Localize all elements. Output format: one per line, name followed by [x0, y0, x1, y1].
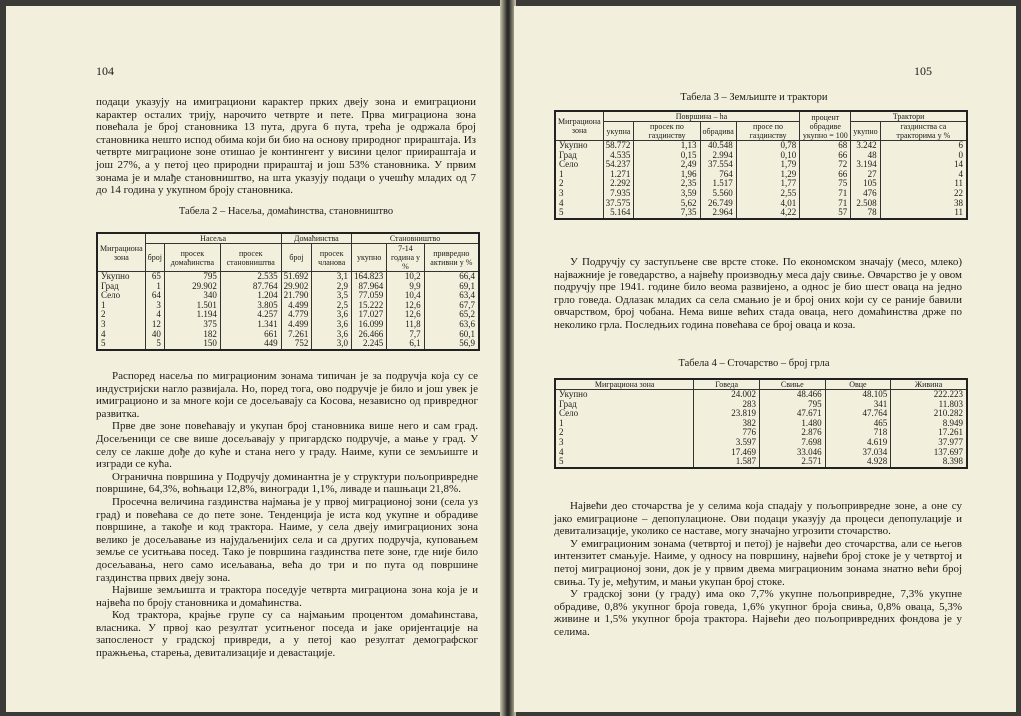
row-label: Град: [97, 282, 145, 292]
row-label: Град: [555, 400, 694, 410]
table-cell: 2,55: [736, 189, 800, 199]
table-cell: 150: [164, 339, 220, 350]
table-cell: 77.059: [352, 291, 387, 301]
table-cell: 340: [164, 291, 220, 301]
col-subheader: просек чланова: [312, 244, 352, 272]
table-cell: 4: [145, 310, 164, 320]
table-cell: 22: [880, 189, 967, 199]
table-cell: 7.698: [759, 438, 825, 448]
table3: [554, 110, 968, 220]
table-cell: 795: [164, 272, 220, 282]
col-header: Становништво: [352, 233, 479, 244]
table-cell: 9,9: [387, 282, 424, 292]
table-cell: 8.949: [891, 419, 967, 429]
table-cell: 66: [800, 151, 851, 161]
row-label: 1: [97, 301, 145, 311]
col-header: Овце: [825, 379, 891, 390]
table-cell: 1,13: [634, 141, 700, 151]
table-cell: 51.692: [281, 272, 312, 282]
table-cell: 48.466: [759, 390, 825, 400]
table-cell: 4.499: [281, 320, 312, 330]
row-label: 4: [555, 448, 694, 458]
table4: [554, 378, 968, 469]
table-cell: 26.749: [700, 199, 736, 209]
table-cell: 29.902: [164, 282, 220, 292]
table-cell: 11: [880, 208, 967, 219]
table-cell: 65: [145, 272, 164, 282]
table-cell: 3.194: [851, 160, 880, 170]
bottom-text: [554, 500, 962, 639]
col-header: Домаћинства: [281, 233, 351, 244]
table-cell: 2,9: [312, 282, 352, 292]
table-cell: 2.292: [603, 179, 634, 189]
table-cell: 449: [220, 339, 281, 350]
table-cell: 718: [825, 428, 891, 438]
table-cell: 6,1: [387, 339, 424, 350]
table-cell: 2.535: [220, 272, 281, 282]
col-subheader: укупно: [851, 122, 880, 141]
table-cell: 222.223: [891, 390, 967, 400]
table-cell: 64: [145, 291, 164, 301]
table-cell: 1.517: [700, 179, 736, 189]
table-cell: 17.027: [352, 310, 387, 320]
table-cell: 11.803: [891, 400, 967, 410]
right-page: [514, 6, 1016, 712]
paragraph: Просечна величина газдинства најмања је у првој миграционој зони (села уз град) и повећава се до пете зоне. Тенденција је иста код укупне и обрадиве површине, а такође и код трактора. Наиме, у села двеју имиграционих зона велико је досељавање из најудаљенијих села и са других подручја, куповањем земље се уситњава посед. Тако је површина газдинства пете зоне, где није било досељавања, него само исељавања, већа до три и по пута од површине газдинства првих двеју зона.: [96, 495, 478, 584]
page-number: 105: [914, 64, 932, 78]
table-cell: 1,96: [634, 170, 700, 180]
table-cell: 27: [851, 170, 880, 180]
table-cell: 63,4: [424, 291, 479, 301]
table-cell: 3: [145, 301, 164, 311]
table-cell: 71: [800, 199, 851, 209]
table-cell: 1.501: [164, 301, 220, 311]
table-cell: 3.805: [220, 301, 281, 311]
table-cell: 795: [759, 400, 825, 410]
table-cell: 47.671: [759, 409, 825, 419]
table-cell: 87.764: [220, 282, 281, 292]
table-cell: 210.282: [891, 409, 967, 419]
paragraph: У Подручју су заступљене све врсте стоке. По економском значају (месо, млеко) најважније је говедарство, а највећу производњу меса дају свиње. Овчарство је у овом подручју пре 1941. године било веома развијено, а однос је био шест оваца на једно грло говеда. Одлазак младих са села смањио је и број оних који су се раније бавили овчарством, број чобана. Нема више већих стада оваца, него домаћинства држе по неколико грла. Последњих година повећава се број оваца и коза.: [554, 256, 962, 331]
table-cell: 1.194: [164, 310, 220, 320]
table-cell: 58.772: [603, 141, 634, 151]
table-cell: 1,77: [736, 179, 800, 189]
table-cell: 37.575: [603, 199, 634, 209]
table-cell: 60,1: [424, 330, 479, 340]
table-cell: 2.508: [851, 199, 880, 209]
table-cell: 4.257: [220, 310, 281, 320]
row-label: Село: [97, 291, 145, 301]
paragraph: подаци указују на имиграциони карактер прких двеју зона и емиграциони карактер осталих трију, нарочито четврте и пете. Прва миграциона зона повећала је број становника 13 пута, друга 6 пута, трећа је одржала број становника нешто испод обима који би био на основу природног прираштаја. Из четврте миграционе зоне отишао је контингент у висини целог приираштаја и још 27%, а у петој цео природни прираштај и још 53% становника. У првим зонама је и млађе становништво, на шта указују подаци о учешћу младих од 7 до 14 година у укупном броју становника.: [96, 96, 476, 197]
col-header: Насеља: [145, 233, 281, 244]
table-cell: 3,5: [312, 291, 352, 301]
row-label: 4: [97, 330, 145, 340]
table-cell: 2.245: [352, 339, 387, 350]
table-cell: 164.823: [352, 272, 387, 282]
table-cell: 7,35: [634, 208, 700, 219]
table-row: [555, 390, 967, 400]
row-label: 2: [555, 179, 603, 189]
paragraph: Највећи део сточарства је у селима која спадају у пољопривредне зоне, а оне су јако емиграционе – депопулационе. Ови подаци указују да процеси депопулације и девитализације, уколико се наставе, могу значајно угрозити сточарство.: [554, 500, 962, 538]
table-cell: 75: [800, 179, 851, 189]
table-cell: 78: [851, 208, 880, 219]
table-cell: 40: [145, 330, 164, 340]
table-cell: 29.902: [281, 282, 312, 292]
paragraph: Огранична површина у Подручју доминантна је у структури пољопривредне површине, 64,3%, воћњаци 12,8%, виногради 1,1%, ливаде и пашњаци 21,8%.: [96, 470, 478, 496]
col-subheader: просек по газдинству: [634, 122, 700, 141]
table-cell: 11,8: [387, 320, 424, 330]
table-row: [555, 419, 967, 429]
table-cell: 2.964: [700, 208, 736, 219]
table2-caption: Табела 2 – Насеља, домаћинства, становништво: [178, 206, 394, 217]
table-cell: 23.819: [694, 409, 760, 419]
table-row: [555, 409, 967, 419]
table2: [96, 232, 480, 351]
table-cell: 48.105: [825, 390, 891, 400]
col-header: Миграциона зона: [97, 233, 145, 272]
table-cell: 4.779: [281, 310, 312, 320]
table-cell: 4.499: [281, 301, 312, 311]
col-subheader: газдинства са тракторима у %: [880, 122, 967, 141]
table-cell: 12,6: [387, 310, 424, 320]
table-cell: 3,6: [312, 330, 352, 340]
paragraph: Код трактора, крајње групе су са најмањим процентом домаћинстава, власника. У првој као резултат уситњеног поседа и јаке оријентације на запосленост у градској привреди, а у петој као резултат демографског пражњења, старења, девитализације и девастације.: [96, 609, 478, 660]
col-header: Живина: [891, 379, 967, 390]
col-subheader: просек становништва: [220, 244, 281, 272]
paragraph: Највише земљишта и трактора поседује четврта миграциона зона која је и највећа по броју становника и домаћинства.: [96, 584, 478, 609]
table-cell: 341: [825, 400, 891, 410]
table-cell: 2.876: [759, 428, 825, 438]
table-cell: 8.398: [891, 457, 967, 468]
table-cell: 37.034: [825, 448, 891, 458]
table-cell: 87.964: [352, 282, 387, 292]
table-cell: 67,7: [424, 301, 479, 311]
table-row: [555, 457, 967, 468]
table-cell: 1.204: [220, 291, 281, 301]
row-label: 5: [97, 339, 145, 350]
row-label: Укупно: [555, 390, 694, 400]
row-label: 2: [97, 310, 145, 320]
col-subheader: број: [145, 244, 164, 272]
table-cell: 1.271: [603, 170, 634, 180]
table-cell: 33.046: [759, 448, 825, 458]
table-cell: 10,2: [387, 272, 424, 282]
table-cell: 3,6: [312, 310, 352, 320]
table-row: [555, 438, 967, 448]
table-cell: 4.535: [603, 151, 634, 161]
table-cell: 1.587: [694, 457, 760, 468]
row-label: 4: [555, 199, 603, 209]
row-label: 5: [555, 208, 603, 219]
table-cell: 3,1: [312, 272, 352, 282]
table-cell: 375: [164, 320, 220, 330]
table-cell: 38: [880, 199, 967, 209]
table-cell: 4.619: [825, 438, 891, 448]
table-cell: 5.560: [700, 189, 736, 199]
table-cell: 54.237: [603, 160, 634, 170]
col-header: Миграциона зона: [555, 379, 694, 390]
table-cell: 283: [694, 400, 760, 410]
table-cell: 69,1: [424, 282, 479, 292]
table-cell: 1,79: [736, 160, 800, 170]
table-cell: 2,35: [634, 179, 700, 189]
table-cell: 0,78: [736, 141, 800, 151]
table-cell: 71: [800, 189, 851, 199]
col-subheader: број: [281, 244, 312, 272]
table-cell: 4,01: [736, 199, 800, 209]
col-subheader: укупна: [603, 122, 634, 141]
table-cell: 4.928: [825, 457, 891, 468]
table-cell: 2.994: [700, 151, 736, 161]
table-cell: 4: [880, 170, 967, 180]
table-cell: 661: [220, 330, 281, 340]
table-cell: 382: [694, 419, 760, 429]
row-label: 1: [555, 170, 603, 180]
table-cell: 0: [880, 151, 967, 161]
table-cell: 56,9: [424, 339, 479, 350]
row-label: 3: [97, 320, 145, 330]
table-cell: 7.935: [603, 189, 634, 199]
row-label: 3: [555, 189, 603, 199]
table-cell: 6: [880, 141, 967, 151]
table-cell: 4,22: [736, 208, 800, 219]
table-cell: 2,49: [634, 160, 700, 170]
row-label: 2: [555, 428, 694, 438]
paragraph: У градској зони (у граду) има око 7,7% укупне пољопривредне, 7,3% укупне обрадиве, 0,8% укупног броја говеда, 1,6% укупног броја свиња, 0,8% оваца, 5,3% живине и 1,5% укупног броја трактора. Највећи део пољопривредних фондова је у селима.: [554, 588, 962, 638]
table-cell: 2,5: [312, 301, 352, 311]
table-cell: 5: [145, 339, 164, 350]
row-label: Село: [555, 409, 694, 419]
table-cell: 2.571: [759, 457, 825, 468]
table-cell: 1.480: [759, 419, 825, 429]
table3-caption: Табела 3 – Земљиште и трактори: [680, 92, 828, 103]
table-cell: 3,0: [312, 339, 352, 350]
col-subheader: просек домаћинства: [164, 244, 220, 272]
page-number: 104: [96, 64, 114, 78]
table-cell: 465: [825, 419, 891, 429]
row-label: Укупно: [555, 141, 603, 151]
table-cell: 105: [851, 179, 880, 189]
col-header: Трактори: [851, 111, 967, 122]
paragraph: Распоред насеља по миграционим зонама типичан је за подручја која су се индустријски нагло развијала. Но, поред тога, ово подручје је било и још увек је имиграционо и за многе који се досељавају са Косова, независно од привредног развитка.: [96, 370, 478, 420]
table-cell: 0,15: [634, 151, 700, 161]
table-cell: 68: [800, 141, 851, 151]
table-row: [97, 330, 479, 340]
table-cell: 17.261: [891, 428, 967, 438]
table-cell: 66: [800, 170, 851, 180]
table-cell: 3,6: [312, 320, 352, 330]
table-cell: 3,59: [634, 189, 700, 199]
table-cell: 12: [145, 320, 164, 330]
table-row: [555, 208, 967, 219]
row-label: 3: [555, 438, 694, 448]
table-cell: 752: [281, 339, 312, 350]
table-cell: 7.261: [281, 330, 312, 340]
table-cell: 17.469: [694, 448, 760, 458]
table-cell: 3.242: [851, 141, 880, 151]
table-cell: 48: [851, 151, 880, 161]
table-cell: 24.002: [694, 390, 760, 400]
left-page: [6, 6, 502, 712]
bottom-text: [96, 370, 478, 660]
table-cell: 1: [145, 282, 164, 292]
table-row: [555, 400, 967, 410]
table-cell: 63,6: [424, 320, 479, 330]
col-header: процент обрадиве укупно = 100: [800, 111, 851, 141]
table-row: [555, 428, 967, 438]
row-label: Село: [555, 160, 603, 170]
mid-text: [554, 256, 962, 332]
paragraph: У емиграционим зонама (четвртој и петој) је највећи део сточарства, али се његов интензитет смањује. Наиме, у односу на површину, највећи број стоке је у четвртој и петој миграционој зони, док је у првим двема миграционим зонама знатно већи број свиња. Ту је, међутим, и мањи укупан број стоке.: [554, 537, 962, 588]
table-cell: 137.697: [891, 448, 967, 458]
paragraph: Прве две зоне повећавају и укупан број становника више него и сам град. Досељеници се све више досељавају у пригардско подручје, а мање у град. У селу се лакше дође до куће и стана него у граду. Наиме, купи се земљиште и изгради се кућа.: [96, 420, 478, 471]
row-label: Град: [555, 151, 603, 161]
col-subheader: укупно: [352, 244, 387, 272]
table-cell: 0,10: [736, 151, 800, 161]
table-cell: 57: [800, 208, 851, 219]
table-cell: 3.597: [694, 438, 760, 448]
table-cell: 21.790: [281, 291, 312, 301]
table-row: [555, 448, 967, 458]
table-cell: 764: [700, 170, 736, 180]
col-header: Миграциона зона: [555, 111, 603, 141]
table-cell: 1.341: [220, 320, 281, 330]
row-label: 5: [555, 457, 694, 468]
table-cell: 476: [851, 189, 880, 199]
table-cell: 15.222: [352, 301, 387, 311]
table-cell: 5.164: [603, 208, 634, 219]
top-text: [96, 96, 476, 197]
col-subheader: обрадива: [700, 122, 736, 141]
col-subheader: просе по газдинству: [736, 122, 800, 141]
table-cell: 40.548: [700, 141, 736, 151]
table-cell: 7,7: [387, 330, 424, 340]
col-subheader: 7-14 година у %: [387, 244, 424, 272]
table-cell: 776: [694, 428, 760, 438]
table-cell: 182: [164, 330, 220, 340]
table-cell: 1,29: [736, 170, 800, 180]
table-cell: 37.977: [891, 438, 967, 448]
col-header: Свиње: [759, 379, 825, 390]
table4-caption: Табела 4 – Сточарство – број грла: [678, 358, 830, 369]
table-cell: 66,4: [424, 272, 479, 282]
table-cell: 65,2: [424, 310, 479, 320]
col-header: Површина – ha: [603, 111, 800, 122]
table-cell: 14: [880, 160, 967, 170]
row-label: Укупно: [97, 272, 145, 282]
row-label: 1: [555, 419, 694, 429]
table-row: [97, 339, 479, 350]
table-cell: 11: [880, 179, 967, 189]
table-cell: 5,62: [634, 199, 700, 209]
table-cell: 16.099: [352, 320, 387, 330]
table-cell: 26.466: [352, 330, 387, 340]
col-subheader: привредно активни у %: [424, 244, 479, 272]
table-cell: 37.554: [700, 160, 736, 170]
table-cell: 10,4: [387, 291, 424, 301]
table-cell: 12,6: [387, 301, 424, 311]
table-cell: 72: [800, 160, 851, 170]
col-header: Говеда: [694, 379, 760, 390]
table-cell: 47.764: [825, 409, 891, 419]
